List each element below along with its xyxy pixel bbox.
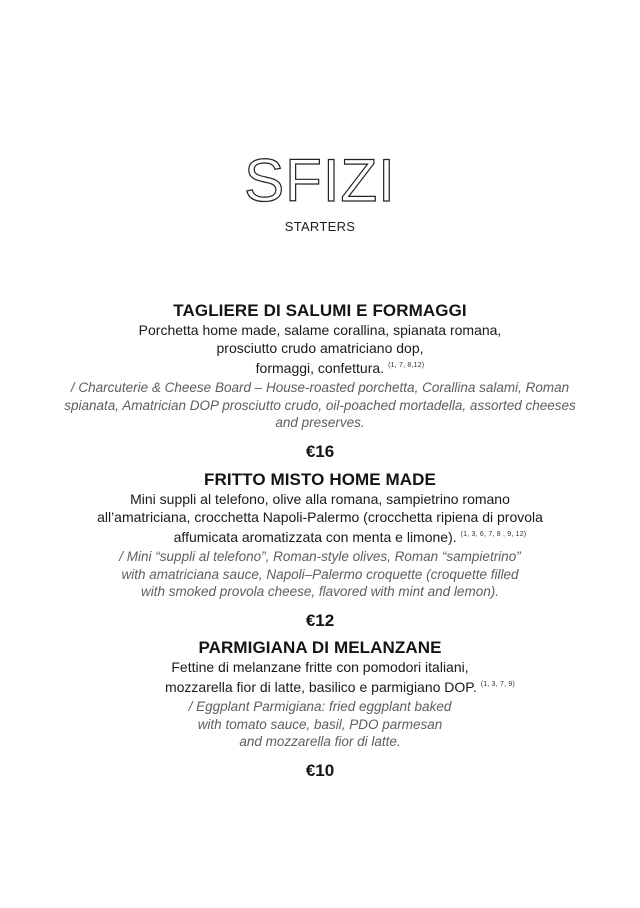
en-line: and mozzarella fior di latte. <box>239 734 401 749</box>
desc-line-with-allergens <box>0 357 640 377</box>
desc-line: formaggi, confettura. <box>255 360 385 376</box>
en-line: / Mini “suppli al telefono”, Roman-style olives, Roman “sampietrino” <box>119 549 521 564</box>
item-description-it <box>0 321 640 377</box>
desc-line-with-allergens <box>0 526 640 546</box>
item-description-it <box>0 658 640 696</box>
desc-line: mozzarella fior di latte, basilico e parmigiano DOP. <box>164 679 477 695</box>
allergen-codes: (1, 3, 7, 9) <box>480 681 516 688</box>
item-description-en <box>0 379 640 432</box>
item-name: TAGLIERE DI SALUMI E FORMAGGI <box>173 301 467 320</box>
item-name: PARMIGIANA DI MELANZANE <box>198 638 442 657</box>
item-description-it <box>0 490 640 546</box>
menu-item-tagliere <box>0 301 640 462</box>
item-price: €12 <box>305 610 335 630</box>
desc-line: Fettine di melanzane fritte con pomodori italiani, <box>171 659 469 675</box>
en-line: with amatriciana sauce, Napoli–Palermo croquette (croquette filled <box>121 566 519 582</box>
item-price: €10 <box>305 760 335 780</box>
desc-line: affumicata aromatizzata con menta e limone). <box>173 529 457 545</box>
item-price: €16 <box>305 441 335 461</box>
section-title: SFIZI <box>244 147 396 214</box>
en-line: spianata, Amatrician DOP prosciutto crudo, oil-poached mortadella, assorted cheeses <box>64 397 576 413</box>
en-line: / Eggplant Parmigiana: fried eggplant baked <box>188 699 452 714</box>
desc-line-with-allergens <box>0 676 640 696</box>
en-line: and preserves. <box>275 415 365 430</box>
section-subtitle: STARTERS <box>284 219 356 234</box>
desc-line: Porchetta home made, salame corallina, spianata romana, <box>138 322 502 338</box>
item-description-en <box>0 698 640 751</box>
allergen-codes: (1, 3, 6, 7, 8 , 9, 12) <box>460 531 527 538</box>
en-line: with smoked provola cheese, flavored with mint and lemon). <box>141 584 499 599</box>
menu-item-fritto-misto <box>0 470 640 631</box>
en-line: / Charcuterie & Cheese Board – House-roasted porchetta, Corallina salami, Roman <box>70 380 570 395</box>
desc-line: Mini suppli al telefono, olive alla romana, sampietrino romano <box>130 491 510 507</box>
menu-item-parmigiana <box>0 638 640 781</box>
allergen-codes: (1, 7, 8,12) <box>388 362 425 369</box>
desc-line: prosciutto crudo amatriciano dop, <box>216 340 424 356</box>
item-description-en <box>0 548 640 601</box>
desc-line: all’amatriciana, crocchetta Napoli-Palermo (crocchetta ripiena di provola <box>97 509 543 525</box>
en-line: with tomato sauce, basil, PDO parmesan <box>197 716 443 732</box>
item-name: FRITTO MISTO HOME MADE <box>203 470 436 489</box>
